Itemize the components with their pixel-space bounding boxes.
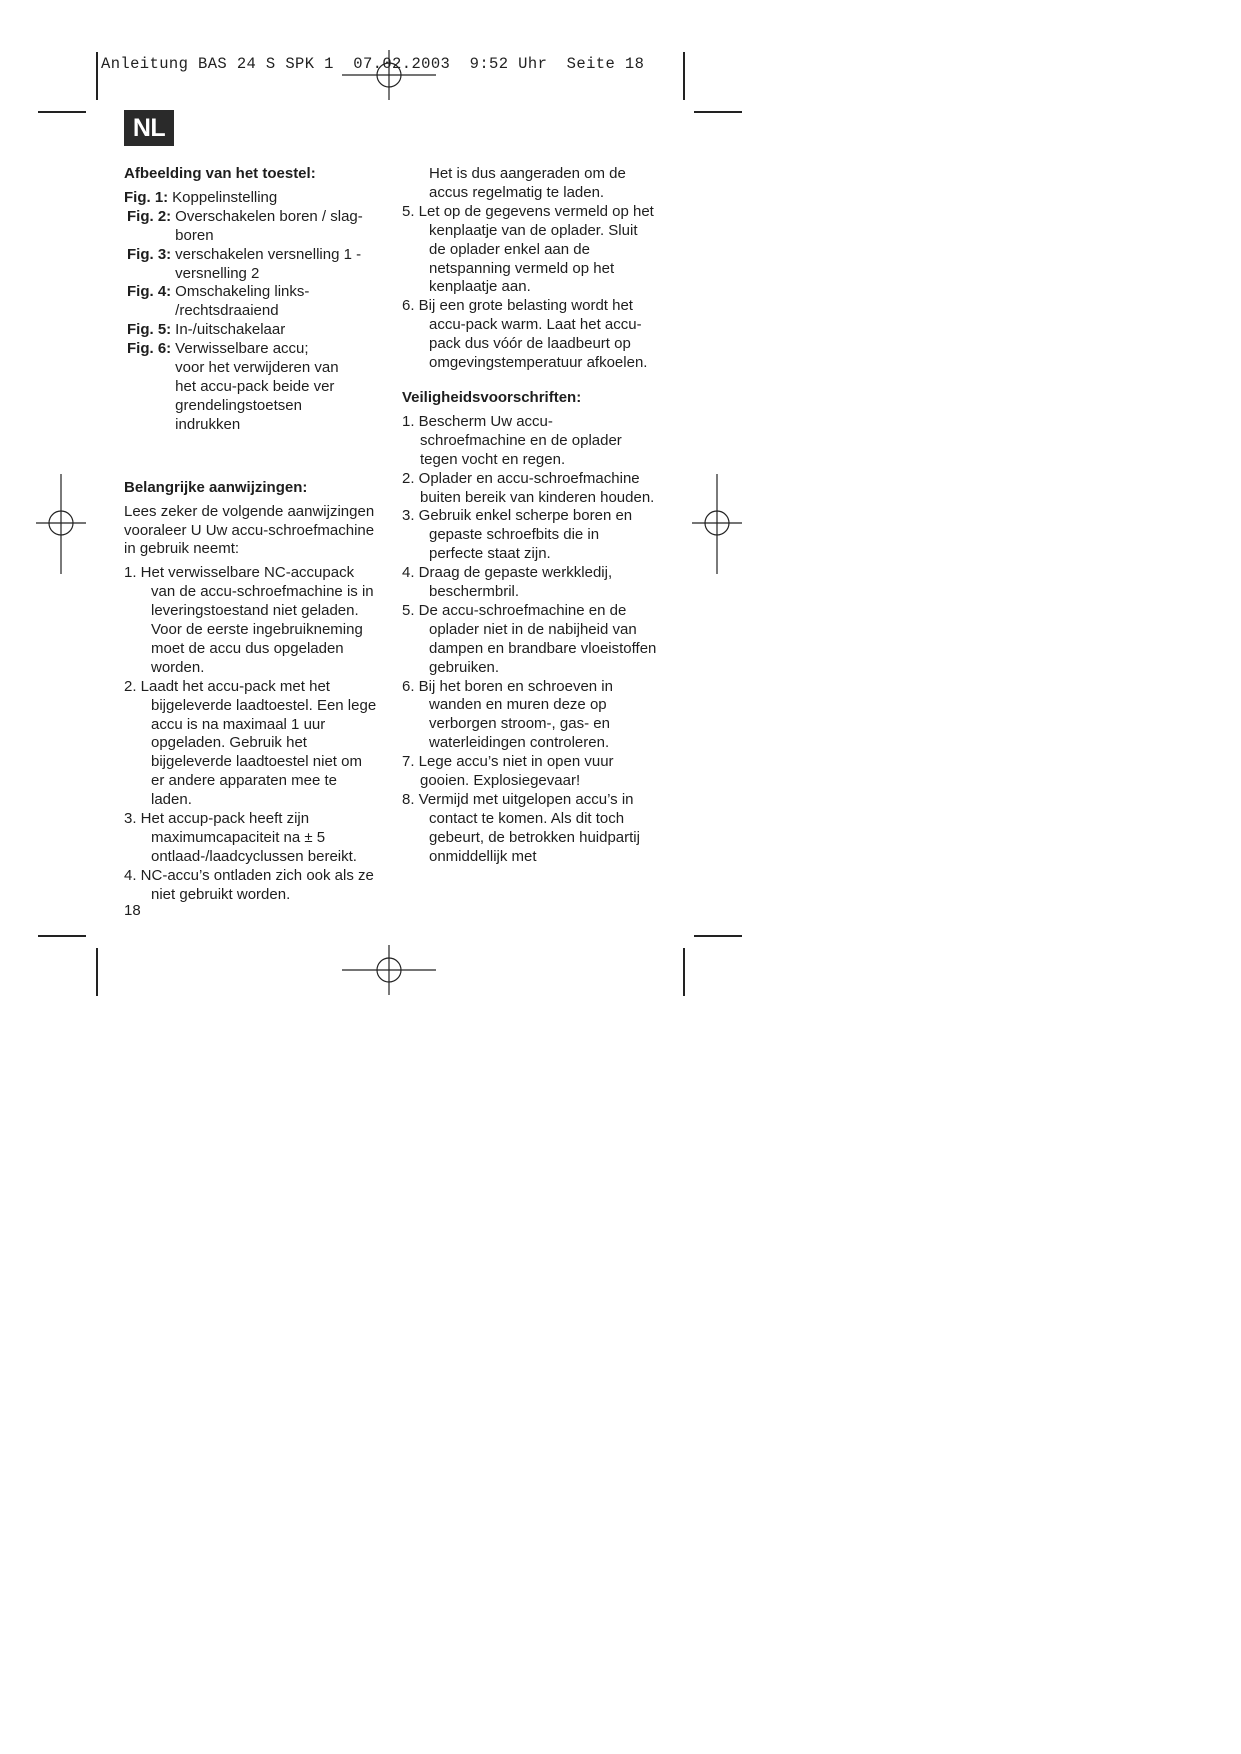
list-item: 1. Het verwisselbare NC-accupack van de accu-schroefmachine is in leveringstoestand niet geladen. Voor de eerste ingebruikneming moet de accu dus opgeladen worden. — [124, 564, 374, 676]
fig-key: Fig. 5: — [127, 321, 172, 339]
fig-key: Fig. 4: — [127, 283, 172, 301]
crop-mark-top-left-v — [96, 52, 98, 100]
crop-mark-top-right-v — [683, 52, 685, 100]
fig-text: Omschakeling links- /rechtsdraaiend — [175, 283, 310, 320]
safety-item: 6. Bij het boren en schroeven in wanden en muren deze op verborgen stroom-, gas- en waterleidingen controleren. — [402, 677, 613, 752]
intro-paragraph: Lees zeker de volgende aanwijzingen vooraleer U Uw accu-schroefmachine in gebruik neemt: — [124, 502, 375, 558]
fig-key: Fig. 3: — [127, 245, 172, 263]
safety-item: 5. De accu-schroefmachine en de oplader niet in de nabijheid van dampen en brandbare vloeistoffen gebruiken. — [402, 601, 657, 676]
section-heading-important: Belangrijke aanwijzingen: — [124, 478, 308, 496]
fig-text: In-/uitschakelaar — [175, 321, 286, 339]
list-item: 6. Bij een grote belasting wordt het accu-pack warm. Laat het accu-pack dus vóór de laadbeurt op omgevingstemperatuur afkoelen. — [402, 297, 648, 372]
section-heading-safety: Veiligheidsvoorschriften: — [402, 388, 582, 406]
right-column — [402, 165, 657, 867]
safety-item: 1. Bescherm Uw accu-schroefmachine en de oplader tegen vocht en regen. — [402, 412, 622, 468]
fig-item — [124, 283, 379, 321]
fig-key: Fig. 1: — [124, 188, 169, 206]
fig-item — [124, 246, 379, 284]
safety-item: 4. Draag de gepaste werkkledij, beschermbril. — [402, 564, 613, 601]
list-item: 4. NC-accu’s ontladen zich ook als ze niet gebruikt worden. — [124, 866, 374, 903]
fig-text: verschakelen versnelling 1 - versnelling 2 — [175, 245, 362, 282]
language-badge: NL — [124, 110, 174, 146]
fig-item — [124, 321, 379, 340]
section-heading-device: Afbeelding van het toestel: — [124, 165, 316, 182]
registration-mark-right — [692, 474, 742, 574]
safety-item: 8. Vermijd met uitgelopen accu’s in contact te komen. Als dit toch gebeurt, de betrokken huidpartij onmiddellijk met — [402, 791, 640, 865]
crop-mark-bottom-left-v — [96, 948, 98, 996]
fig-item — [124, 208, 379, 246]
continued-paragraph: Het is dus aangeraden om de accus regelmatig te laden. — [429, 165, 626, 201]
list-item: 5. Let op de gegevens vermeld op het kenplaatje van de oplader. Sluit de oplader enkel aan de netspanning vermeld op het kenplaatje aan. — [402, 202, 654, 296]
fig-key: Fig. 6: — [127, 340, 172, 358]
fig-item — [124, 189, 379, 208]
safety-item: 3. Gebruik enkel scherpe boren en gepaste schroefbits die in perfecte staat zijn. — [402, 507, 633, 563]
crop-mark-bottom-right-v — [683, 948, 685, 996]
crop-mark-top-left-h — [38, 111, 86, 113]
list-item: 3. Het accup-pack heeft zijn maximumcapaciteit na ± 5 ontlaad-/laadcyclussen bereikt. — [124, 810, 357, 865]
fig-key: Fig. 2: — [127, 207, 172, 225]
list-item: 2. Laadt het accu-pack met het bijgeleverde laadtoestel. Een lege accu is na maximaal 1 uur opgeladen. Gebruik het bijgeleverde laadtoestel niet om er andere apparaten mee te laden. — [124, 677, 377, 809]
registration-mark-bottom — [340, 945, 440, 995]
fig-text: Koppelinstelling — [172, 188, 278, 206]
safety-item: 2. Oplader en accu-schroefmachine buiten bereik van kinderen houden. — [402, 469, 655, 506]
page-number: 18 — [124, 902, 141, 919]
crop-mark-bottom-right-h — [694, 935, 742, 937]
fig-text: Overschakelen boren / slag-boren — [175, 207, 363, 244]
crop-mark-bottom-left-h — [38, 935, 86, 937]
crop-mark-top-right-h — [694, 111, 742, 113]
fig-text: Verwisselbare accu; voor het verwijderen van het accu-pack beide ver grendelingstoetsen indrukken — [175, 340, 339, 433]
fig-item — [124, 340, 379, 435]
safety-item: 7. Lege accu’s niet in open vuur gooien. Explosiegevaar! — [402, 753, 614, 790]
print-header: Anleitung BAS 24 S SPK 1 07.02.2003 9:52 Uhr Seite 18 — [101, 55, 645, 73]
left-column — [124, 165, 379, 905]
registration-mark-left — [36, 474, 86, 574]
